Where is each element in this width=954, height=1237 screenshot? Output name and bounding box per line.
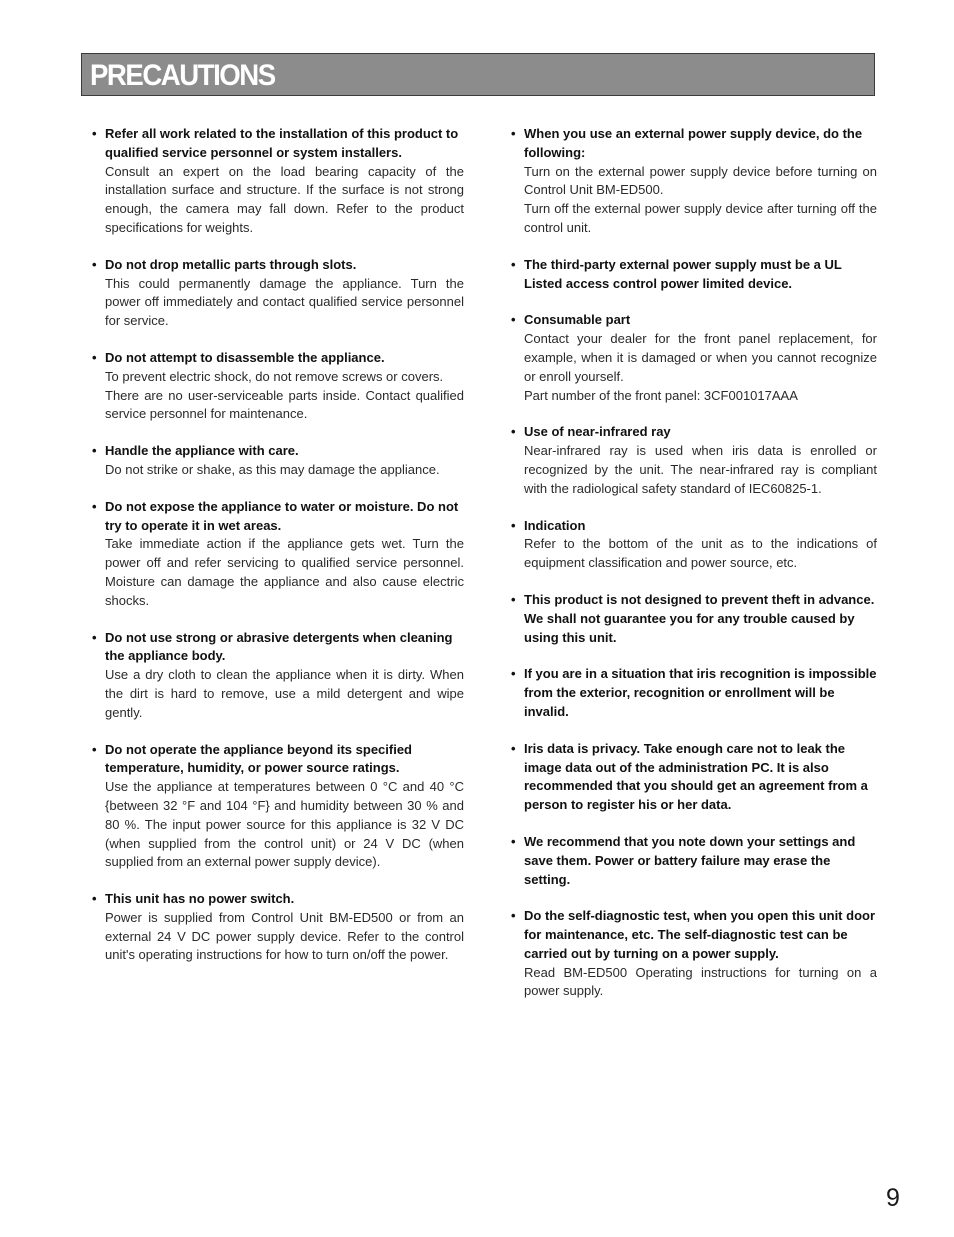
precaution-item [92, 741, 464, 873]
precaution-body [511, 442, 877, 498]
precaution-body [92, 461, 464, 480]
precaution-heading: • Refer all work related to the installation of this product to qualified service personnel or system installers. [92, 125, 464, 163]
precaution-paragraph: There are no user-serviceable parts inside. Contact qualified service personnel for maintenance. [105, 387, 464, 422]
precaution-paragraph: Do not strike or shake, as this may damage the appliance. [105, 461, 440, 477]
precaution-paragraph: Turn on the external power supply device before turning on Control Unit BM-ED500. [524, 163, 877, 198]
precaution-paragraph: Take immediate action if the appliance gets wet. Turn the power off and refer servicing to qualified service personnel. Moisture can damage the appliance and also cause electric shocks. [105, 536, 464, 608]
precaution-heading: • When you use an external power supply device, do the following: [511, 125, 877, 163]
precaution-paragraph: Power is supplied from Control Unit BM-ED500 or from an external 24 V DC power supply device. Refer to the control unit's operating instructions for how to turn on/off the power. [105, 909, 464, 963]
precaution-item [511, 423, 877, 498]
precaution-heading: • Handle the appliance with care. [92, 442, 464, 461]
precaution-heading: • Use of near-infrared ray [511, 423, 877, 442]
precaution-paragraph: This could permanently damage the appliance. Turn the power off immediately and contact qualified service personnel for service. [105, 275, 464, 329]
precaution-heading: • The third-party external power supply must be a UL Listed access control power limited device. [511, 256, 877, 294]
precaution-item [511, 740, 877, 815]
precaution-body [92, 778, 464, 872]
precaution-item [92, 256, 464, 331]
precaution-body [92, 368, 464, 424]
precaution-paragraph: To prevent electric shock, do not remove screws or covers. [105, 368, 444, 384]
precaution-body [511, 535, 877, 573]
precaution-body [511, 964, 877, 1002]
precaution-heading: • Do not use strong or abrasive detergents when cleaning the appliance body. [92, 629, 464, 667]
precaution-item [511, 907, 877, 1001]
precaution-item [92, 629, 464, 723]
precaution-paragraph: Use a dry cloth to clean the appliance when it is dirty. When the dirt is hard to remove, use a mild detergent and wipe gently. [105, 667, 464, 720]
precaution-paragraph: Consult an expert on the load bearing capacity of the installation surface and structure. If the surface is not strong enough, the camera may fall down. Refer to the product specifications for weights. [105, 163, 464, 235]
precaution-paragraph: Use the appliance at temperatures between 0 °C and 40 °C {between 32 °F and 104 °F} and humidity between 30 % and 80 %. The input power source for this appliance is 32 V DC (when supplied from the control unit) or 24 V DC (when supplied from an external power supply device). [105, 779, 464, 870]
precaution-body [92, 275, 464, 331]
precaution-paragraph: Read BM-ED500 Operating instructions for turning on a power supply. [524, 964, 877, 999]
precaution-item [92, 442, 464, 480]
precaution-paragraph: Refer to the bottom of the unit as to the indications of equipment classification and power source, etc. [524, 536, 877, 571]
precaution-item [511, 125, 877, 238]
precaution-heading: • Indication [511, 517, 877, 536]
precaution-heading: • Consumable part [511, 311, 877, 330]
precaution-item [511, 833, 877, 889]
page-number: 9 [886, 1184, 900, 1212]
precaution-heading: • Do not drop metallic parts through slots. [92, 256, 464, 275]
precaution-item [92, 349, 464, 424]
page-header-bar [81, 53, 875, 96]
precaution-paragraph: Part number of the front panel: 3CF001017AAA [524, 387, 798, 403]
precaution-item [92, 890, 464, 965]
precaution-heading: • We recommend that you note down your settings and save them. Power or battery failure may erase the setting. [511, 833, 877, 889]
left-column [92, 125, 464, 983]
precaution-item [511, 665, 877, 721]
precaution-paragraph: Near-infrared ray is used when iris data is enrolled or recognized by the unit. The near-infrared ray is compliant with the radiological safety standard of IEC60825-1. [524, 443, 877, 496]
precaution-heading: • If you are in a situation that iris recognition is impossible from the exterior, recognition or enrollment will be invalid. [511, 665, 877, 721]
precaution-heading: • Do not operate the appliance beyond its specified temperature, humidity, or power source ratings. [92, 741, 464, 779]
precaution-body [511, 163, 877, 238]
precaution-paragraph: Contact your dealer for the front panel replacement, for example, when it is damaged or when you cannot recognize or enroll yourself. [524, 331, 877, 384]
precaution-heading: • This unit has no power switch. [92, 890, 464, 909]
precaution-item [511, 256, 877, 294]
page-title: PRECAUTIONS [90, 59, 275, 92]
precaution-body [92, 535, 464, 610]
precaution-body [92, 909, 464, 965]
precaution-body [92, 163, 464, 238]
precaution-heading: • This product is not designed to prevent theft in advance. We shall not guarantee you for any trouble caused by using this unit. [511, 591, 877, 647]
precaution-item [92, 125, 464, 238]
precaution-item [511, 591, 877, 647]
precaution-heading: • Do not expose the appliance to water or moisture. Do not try to operate it in wet areas. [92, 498, 464, 536]
precaution-item [511, 311, 877, 405]
precaution-item [511, 517, 877, 573]
precaution-body [92, 666, 464, 722]
precaution-item [92, 498, 464, 611]
precaution-heading: • Do the self-diagnostic test, when you open this unit door for maintenance, etc. The self-diagnostic test can be carried out by turning on a power supply. [511, 907, 877, 963]
right-column [511, 125, 877, 1019]
precaution-heading: • Do not attempt to disassemble the appliance. [92, 349, 464, 368]
precaution-paragraph: Turn off the external power supply device after turning off the control unit. [524, 201, 877, 235]
precaution-body [511, 330, 877, 405]
precaution-heading: • Iris data is privacy. Take enough care not to leak the image data out of the administration PC. It is also recommended that you should get an agreement from a person to register his or her data. [511, 740, 877, 815]
